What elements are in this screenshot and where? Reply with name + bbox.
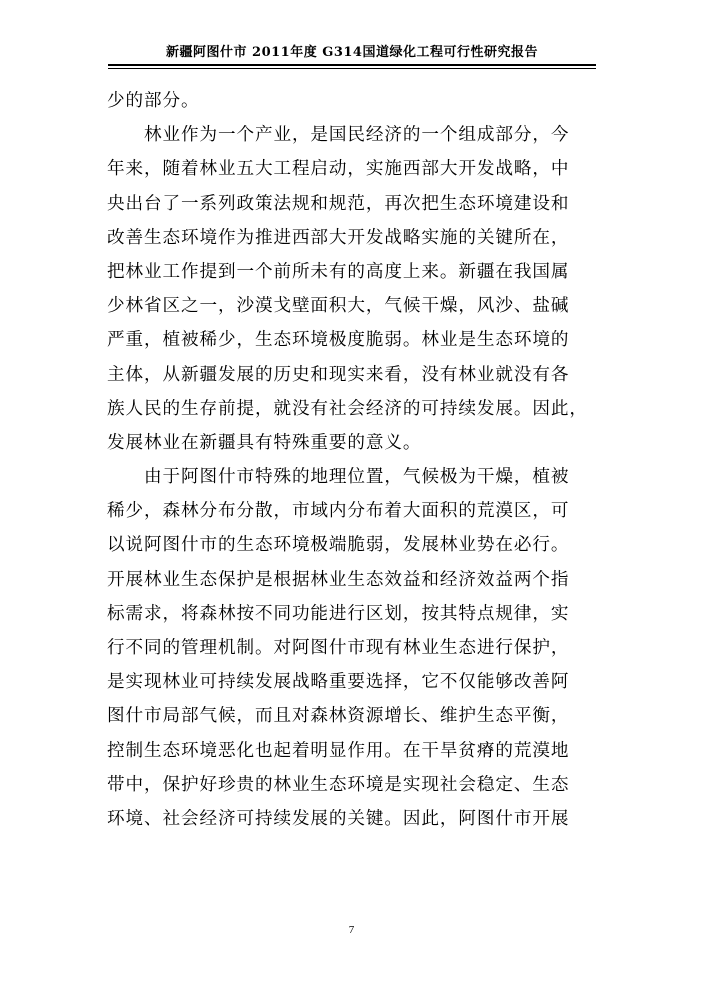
text-line: 以说阿图什市的生态环境极端脆弱，发展林业势在必行。 xyxy=(107,535,570,556)
text-line: 主体，从新疆发展的历史和现实来看，没有林业就没有各 xyxy=(107,364,570,385)
text-line: 控制生态环境恶化也起着明显作用。在干旱贫瘠的荒漠地 xyxy=(107,740,570,761)
text-line: 标需求，将森林按不同功能进行区划，按其特点规律，实 xyxy=(107,603,570,624)
header-rule-thin xyxy=(108,68,596,69)
text-line: 年来，随着林业五大工程启动，实施西部大开发战略，中 xyxy=(107,159,570,180)
text-line: 发展林业在新疆具有特殊重要的意义。 xyxy=(107,432,422,453)
text-line: 少的部分。 xyxy=(107,91,200,111)
text-line: 图什市局部气候，而且对森林资源增长、维护生态平衡， xyxy=(107,706,570,727)
text-line: 行不同的管理机制。对阿图什市现有林业生态进行保护， xyxy=(107,638,570,658)
text-line: 央出台了一系列政策法规和规范，再次把生态环境建设和 xyxy=(107,193,570,214)
header-rule-thick xyxy=(108,64,596,66)
page-number: 7 xyxy=(348,924,355,936)
text-line: 是实现林业可持续发展战略重要选择，它不仅能够改善阿 xyxy=(107,672,570,693)
text-line: 少林省区之一，沙漠戈壁面积大，气候干燥，风沙、盐碱 xyxy=(107,296,570,317)
text-line: 把林业工作提到一个前所未有的高度上来。新疆在我国属 xyxy=(107,261,570,282)
text-line: 族人民的生存前提，就没有社会经济的可持续发展。因此， xyxy=(107,398,588,419)
text-line: 林业作为一个产业，是国民经济的一个组成部分，今 xyxy=(107,125,570,146)
text-line: 改善生态环境作为推进西部大开发战略实施的关键所在， xyxy=(107,227,570,248)
text-line: 稀少，森林分布分散，市域内分布着大面积的荒漠区，可 xyxy=(107,501,570,522)
body-text xyxy=(107,84,588,836)
text-line: 开展林业生态保护是根据林业生态效益和经济效益两个指 xyxy=(107,569,570,590)
running-header: 新疆阿图什市 2011年度 G314国道绿化工程可行性研究报告 xyxy=(166,45,538,60)
text-line: 严重，植被稀少，生态环境极度脆弱。林业是生态环境的 xyxy=(107,330,570,351)
text-line: 带中，保护好珍贵的林业生态环境是实现社会稳定、生态 xyxy=(107,774,570,795)
text-line: 环境、社会经济可持续发展的关键。因此，阿图什市开展 xyxy=(107,808,570,829)
text-line: 由于阿图什市特殊的地理位置，气候极为干燥，植被 xyxy=(107,467,570,488)
